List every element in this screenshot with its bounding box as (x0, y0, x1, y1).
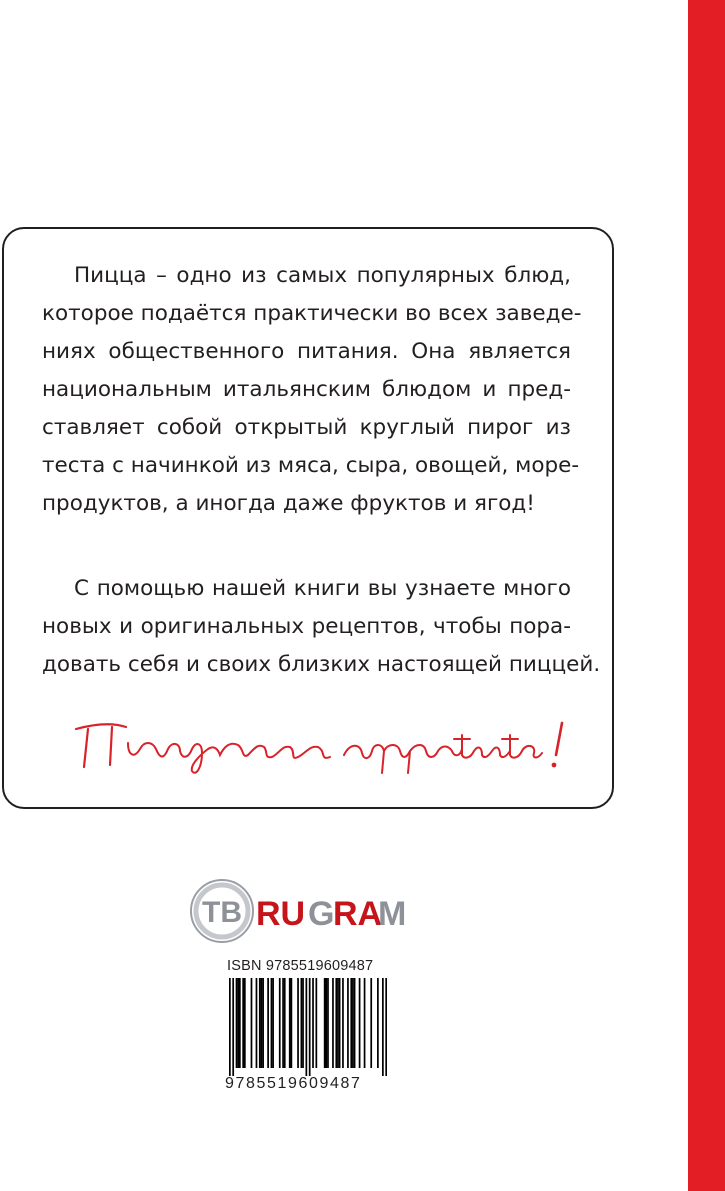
barcode-bar (347, 978, 349, 1068)
text-line: Пицца – одно из самых популярных блюд, (74, 263, 571, 288)
barcode-bar (370, 978, 372, 1068)
barcode-bar (239, 978, 241, 1068)
rugram-logo (188, 878, 408, 944)
barcode-bar (332, 978, 334, 1068)
barcode-bar (251, 978, 253, 1068)
text-line: довать себя и своих близких настоящей пиццей. (42, 652, 601, 677)
barcode-bar (272, 978, 274, 1068)
text-line: ставляет собой открытый круглый пирог из (42, 415, 571, 440)
text-line: продуктов, а иногда даже фруктов и ягод! (42, 491, 535, 516)
text-line: национальным итальянским блюдом и пред- (42, 377, 571, 402)
barcode-bar (359, 978, 361, 1068)
logo-monogram: ТВ (202, 896, 242, 929)
isbn-label: ISBN 9785519609487 (227, 958, 374, 974)
barcode-bar (377, 978, 379, 1068)
barcode-digits: 9785519609487 (225, 1075, 362, 1092)
barcode-bar (364, 978, 366, 1068)
description-paragraph-1 (42, 257, 582, 523)
logo-text-m: M (378, 895, 407, 933)
barcode-bar (312, 978, 314, 1068)
logo-text-ru: RU (256, 895, 306, 933)
text-line: новых и оригинальных рецептов, чтобы пора- (42, 614, 571, 639)
barcode-bar (309, 978, 311, 1076)
text-line: теста с начинкой из мяса, сыра, овощей, море- (42, 453, 580, 478)
barcode-bar (261, 978, 263, 1068)
handwritten-signoff (68, 715, 588, 775)
barcode-bar (352, 978, 354, 1068)
red-spine-stripe (688, 0, 725, 1191)
barcode-bar (315, 978, 317, 1068)
barcode-bar (327, 978, 329, 1068)
barcode-bar (324, 978, 326, 1068)
barcode-bars (229, 978, 387, 1076)
text-line: которое подаётся практически во всех заведе- (42, 301, 582, 326)
signoff-script (68, 715, 588, 775)
barcode-bar (284, 978, 286, 1068)
barcode-bar (256, 978, 258, 1068)
barcode-bar (267, 978, 269, 1068)
barcode-bar (259, 978, 261, 1068)
barcode-bar (232, 978, 234, 1076)
barcode-bar (335, 978, 337, 1068)
barcode-bar (236, 978, 238, 1068)
isbn-barcode (223, 958, 393, 1098)
barcode-bar (242, 978, 244, 1068)
description-box (2, 227, 614, 809)
text-line: ниях общественного питания. Она является (42, 339, 571, 364)
barcode-bar (279, 978, 281, 1068)
logo-text-g: G (308, 895, 335, 933)
barcode-bar (289, 978, 291, 1068)
barcode-bar (306, 978, 308, 1076)
barcode-bar (354, 978, 356, 1068)
logo-text-ra: RA (333, 895, 383, 933)
barcode-bar (237, 978, 239, 1068)
barcode-bar (262, 978, 264, 1068)
barcode-bar (229, 978, 231, 1076)
barcode-bar (350, 978, 352, 1068)
barcode-bar (382, 978, 384, 1076)
barcode-bar (301, 978, 303, 1068)
description-paragraph-2 (42, 570, 601, 684)
barcode-bar (325, 978, 327, 1068)
barcode-bar (271, 978, 273, 1068)
barcode-bar (282, 978, 284, 1068)
text-line: С помощью нашей книги вы узнаете много (74, 576, 571, 601)
barcode-bar (297, 978, 299, 1068)
barcode-bar (302, 978, 304, 1068)
barcode-bar (244, 978, 246, 1068)
barcode-bar (291, 978, 293, 1068)
barcode-bar (339, 978, 341, 1068)
barcode-bar (337, 978, 339, 1068)
rugram-logo-mark (188, 878, 408, 944)
barcode-bar (342, 978, 344, 1068)
barcode-bar (385, 978, 387, 1076)
